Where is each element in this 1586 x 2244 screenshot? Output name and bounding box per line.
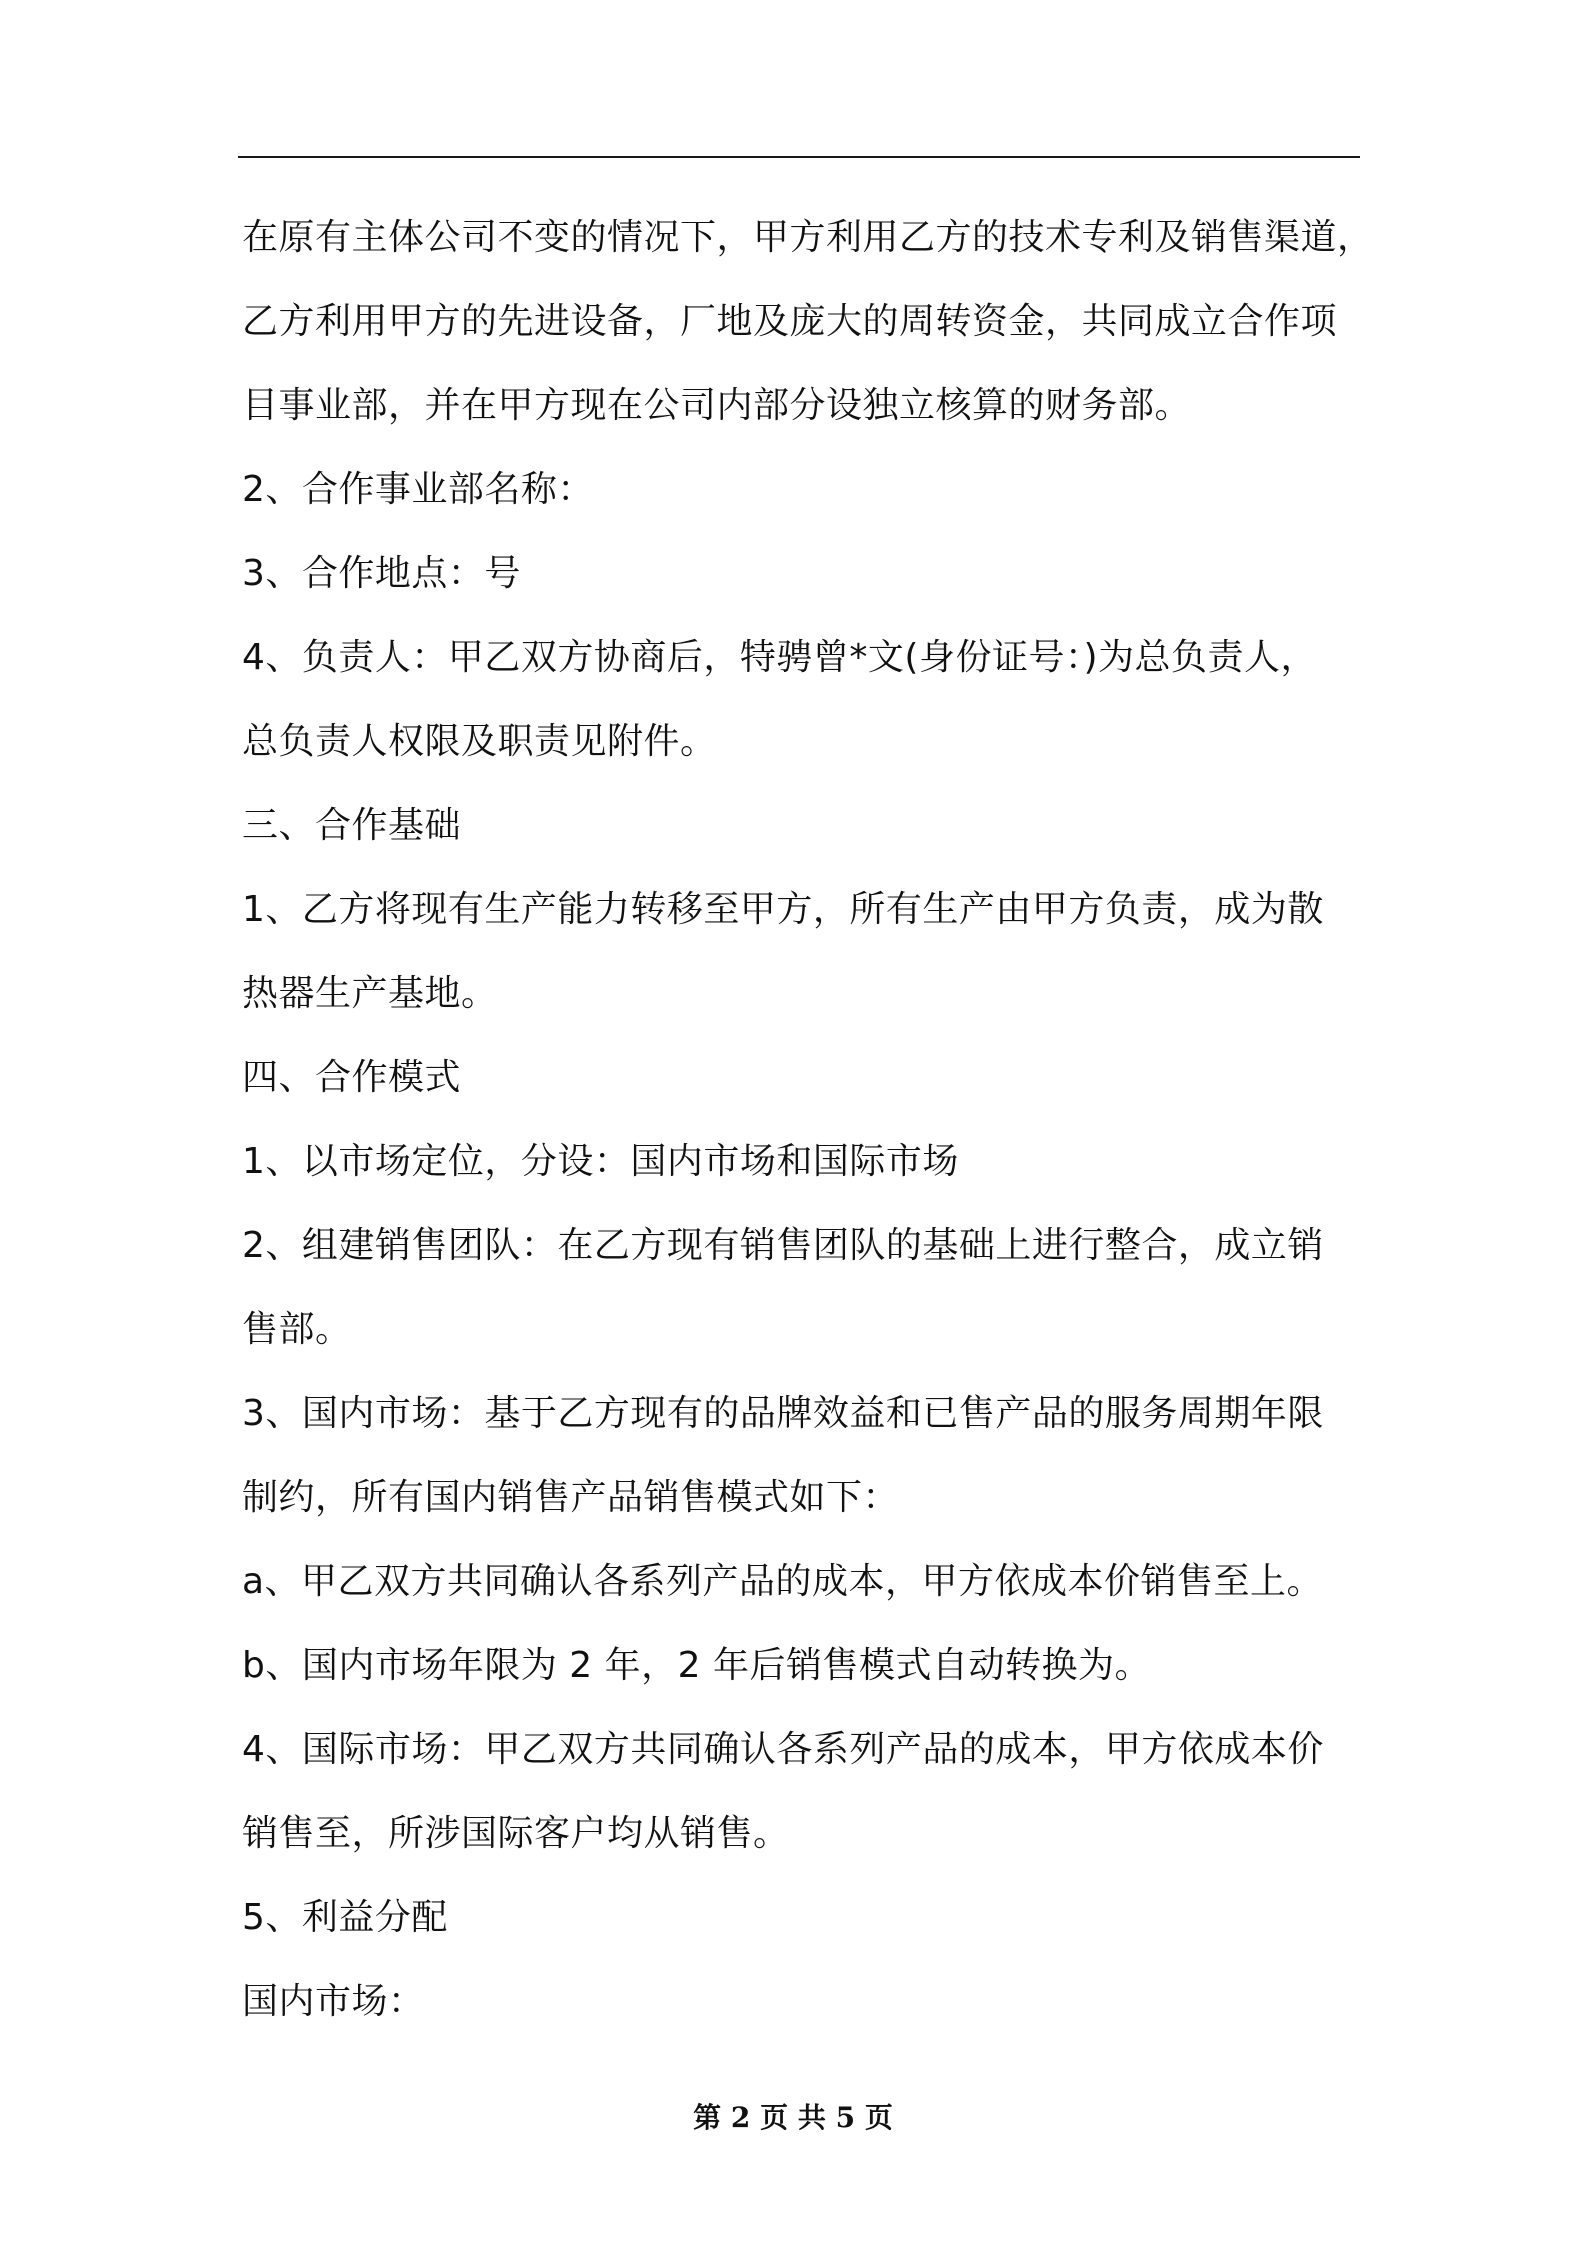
paragraph-line: 乙方利用甲方的先进设备，厂地及庞大的周转资金，共同成立合作项	[242, 301, 1338, 342]
list-item: 4、国际市场：甲乙双方共同确认各系列产品的成本，甲方依成本价	[242, 1729, 1324, 1770]
paragraph-line: 热器生产基地。	[242, 973, 498, 1014]
paragraph-line: 制约，所有国内销售产品销售模式如下：	[242, 1477, 900, 1518]
list-item: 5、利益分配	[242, 1897, 448, 1938]
page-number-footer: 第 2 页 共 5 页	[693, 2101, 893, 2134]
list-item: 4、负责人：甲乙双方协商后，特骋曾*文(身份证号：)为总负责人，	[242, 637, 1317, 678]
list-item: 2、组建销售团队：在乙方现有销售团队的基础上进行整合，成立销	[242, 1225, 1324, 1266]
list-item: 2、合作事业部名称：	[242, 469, 594, 510]
paragraph-line: 国内市场：	[242, 1981, 425, 2022]
document-body	[242, 196, 1372, 2044]
paragraph-line: 售部。	[242, 1309, 352, 1350]
section-heading: 四、合作模式	[242, 1057, 462, 1098]
list-item: 1、以市场定位，分设：国内市场和国际市场	[242, 1141, 959, 1182]
section-heading: 三、合作基础	[242, 805, 462, 846]
list-item: 3、国内市场：基于乙方现有的品牌效益和已售产品的服务周期年限	[242, 1393, 1324, 1434]
list-item: 1、乙方将现有生产能力转移至甲方，所有生产由甲方负责，成为散	[242, 889, 1324, 930]
list-item: b、国内市场年限为 2 年，2 年后销售模式自动转换为。	[242, 1645, 1151, 1686]
paragraph-line: 总负责人权限及职责见附件。	[242, 721, 717, 762]
list-item: 3、合作地点：号	[242, 553, 521, 594]
paragraph-line: 在原有主体公司不变的情况下，甲方利用乙方的技术专利及销售渠道，	[242, 217, 1374, 258]
list-item: a、甲乙双方共同确认各系列产品的成本，甲方依成本价销售至上。	[242, 1561, 1324, 1602]
paragraph-line: 销售至，所涉国际客户均从销售。	[242, 1813, 790, 1854]
header-rule	[238, 156, 1360, 158]
paragraph-line: 目事业部，并在甲方现在公司内部分设独立核算的财务部。	[242, 385, 1192, 426]
